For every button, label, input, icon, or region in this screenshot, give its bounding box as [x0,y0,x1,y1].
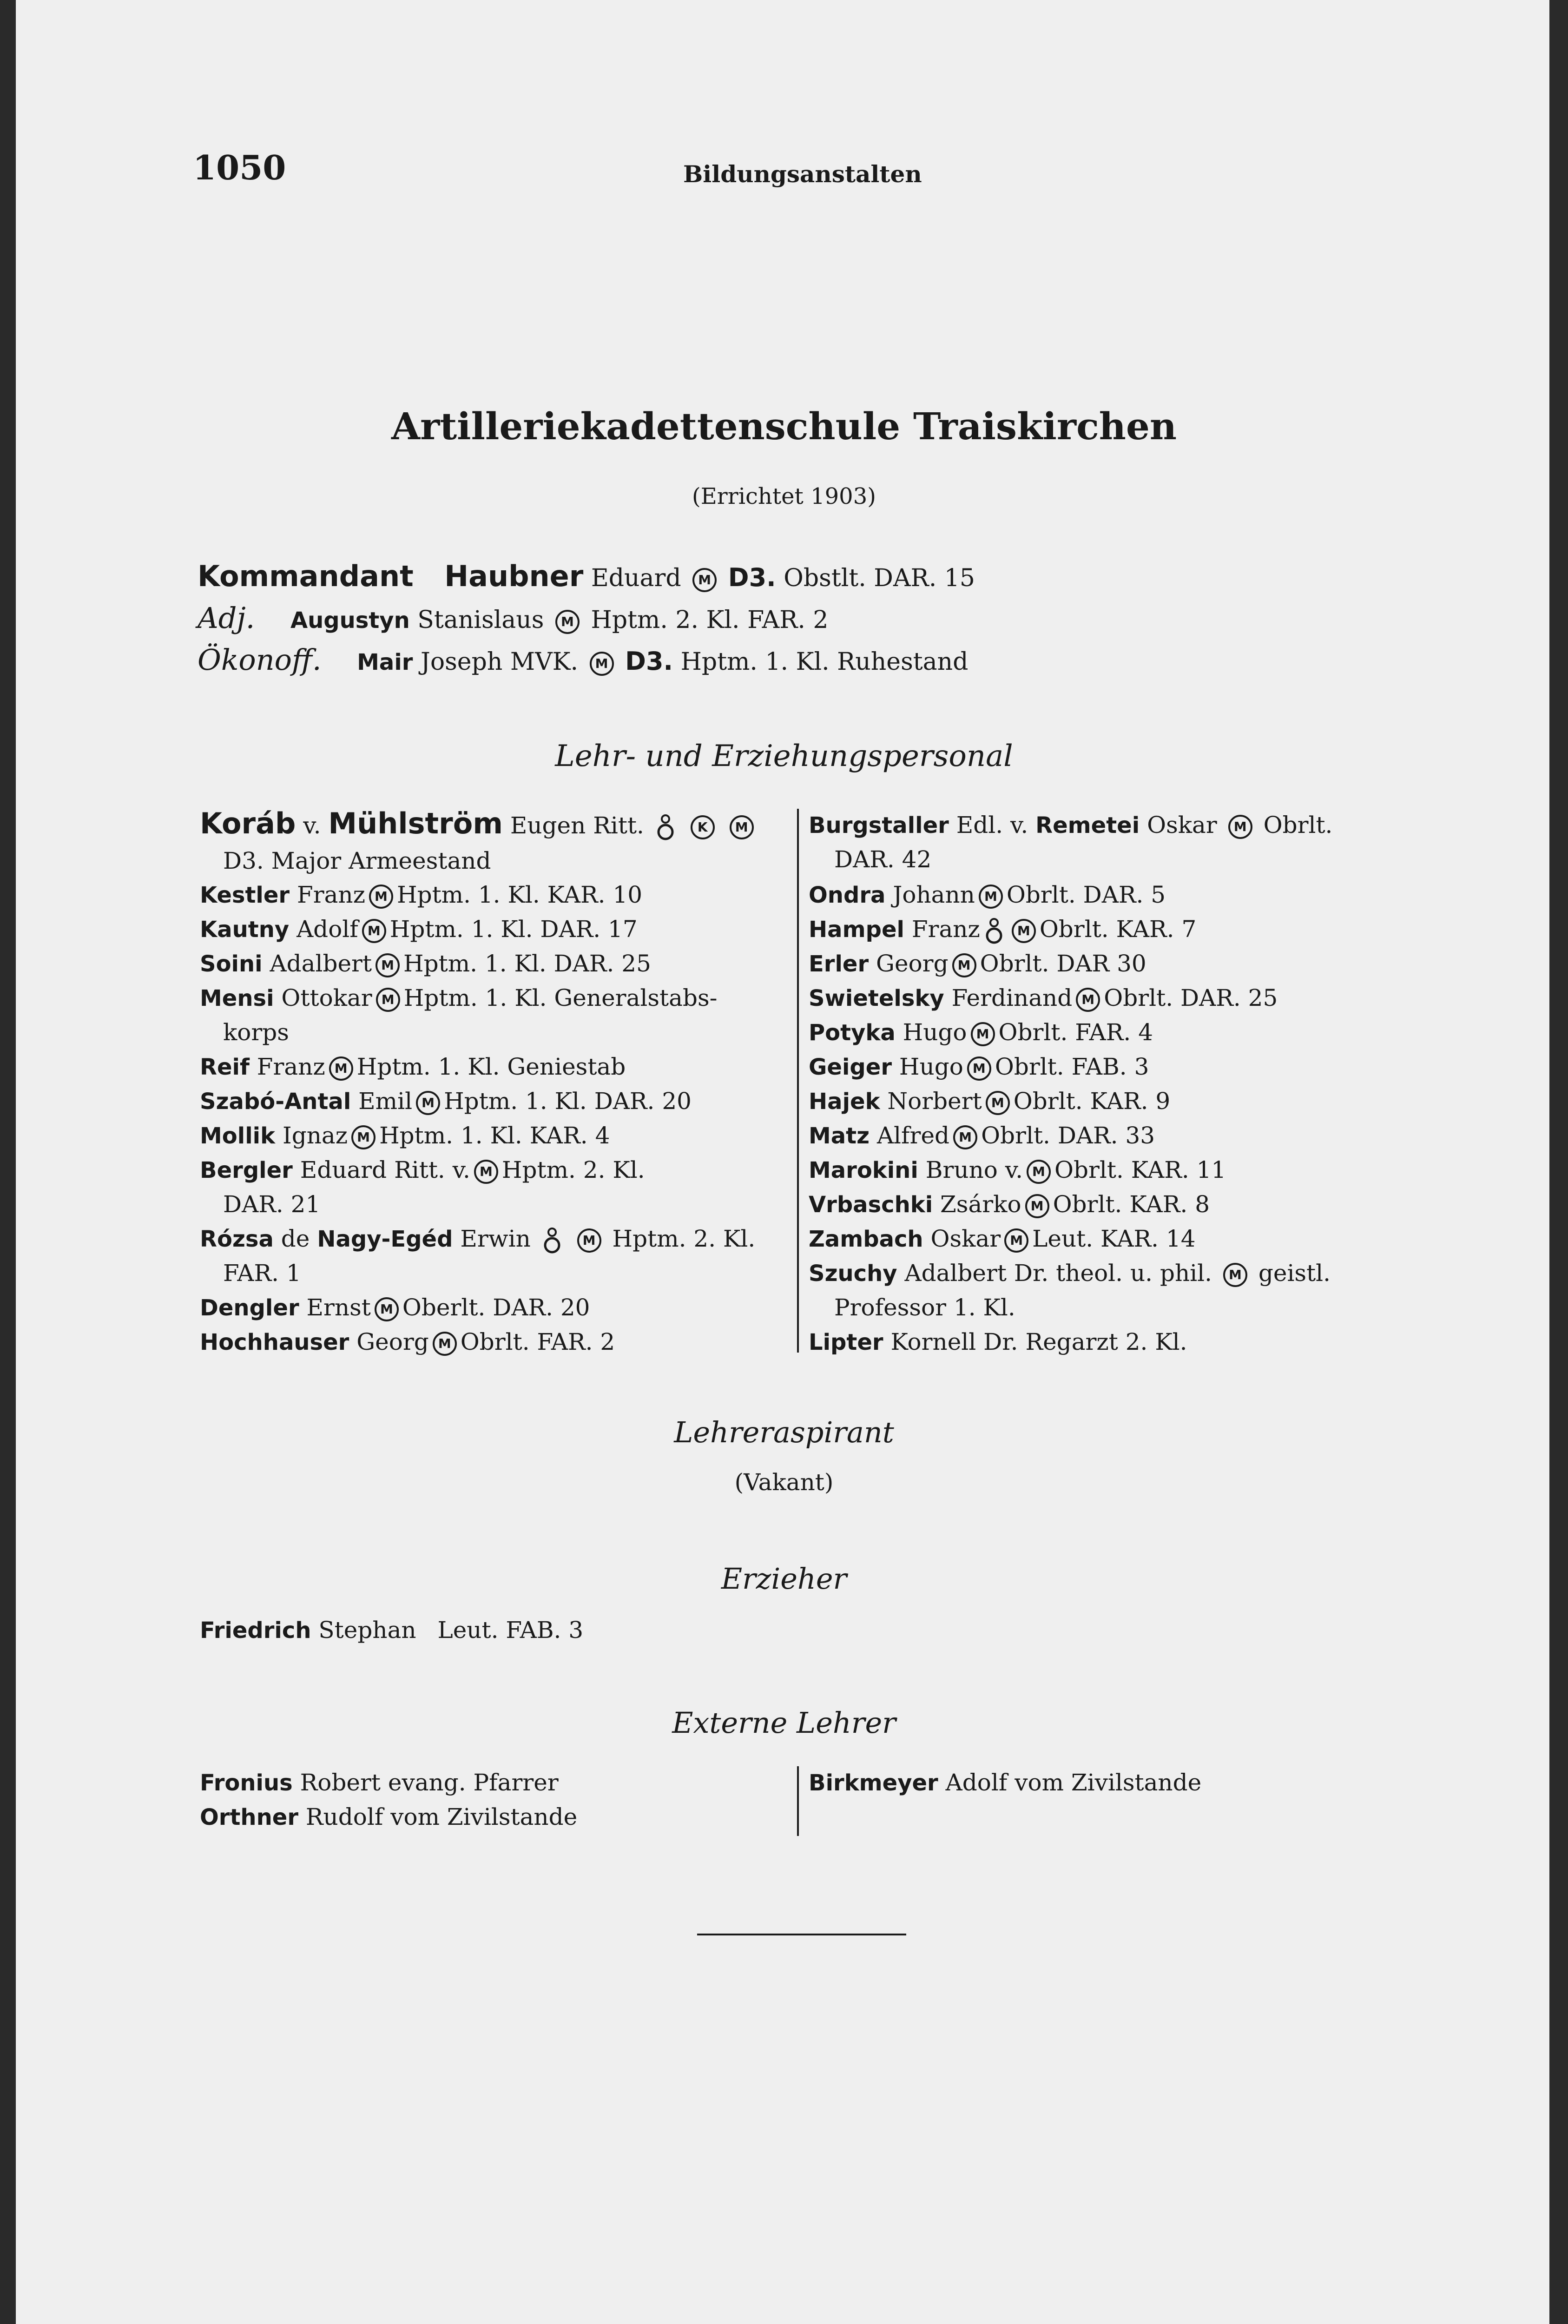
rank: Leut. KAR. 14 [1032,1225,1196,1252]
section-heading-aspirant: Lehreraspirant [674,1415,894,1449]
first-name: Georg [356,1328,429,1355]
merit-badge-icon: M [952,953,976,977]
first-name: Norbert [887,1088,982,1115]
rank: Obrlt. KAR. 8 [1053,1191,1210,1218]
educator-entry [200,1613,785,1648]
staff-entry [200,1118,785,1153]
rank: Hptm. 1. Kl. Geniestab [356,1053,626,1080]
staff-entry-cont: DAR. 21 [223,1191,321,1218]
merit-badge-icon: M [555,610,580,634]
staff-entry-korab [200,806,785,843]
person-name: Marokini [809,1157,918,1183]
rank: Obrlt. KAR. 7 [1039,916,1197,943]
first-name: Ottokar [281,984,372,1011]
staff-entry [809,1153,1413,1188]
rank: Obrlt. DAR 30 [980,950,1146,977]
person-name: Koráb [200,806,296,840]
person-name: Mair [357,649,413,675]
leadership-row-commandant [198,558,975,597]
section-heading-external: Externe Lehrer [672,1706,896,1740]
person-name-2: Nagy-Egéd [317,1226,453,1252]
details: Rudolf vom Zivilstande [305,1803,578,1830]
person-name: Erler [809,951,869,977]
staff-entry [200,1084,785,1119]
staff-entry-szuchy [809,1256,1413,1291]
first-name: Kornell Dr. Regarzt 2. Kl. [890,1328,1187,1355]
particle: v. [303,812,321,839]
staff-entry-lipter [809,1325,1413,1360]
first-name: Zsárko [940,1191,1021,1218]
staff-entry [200,946,785,981]
first-name: Eugen Ritt. [510,812,644,839]
section-heading-staff: Lehr- und Erziehungspersonal [555,739,1013,773]
rank: Hptm. 2. Kl. [501,1156,645,1183]
rank: Hptm. 1. Kl. KAR. 10 [396,881,643,908]
person-name: Hampel [809,917,904,943]
staff-entry [200,912,785,947]
rank: Oberlt. DAR. 20 [402,1294,590,1321]
merit-badge-icon: M [1223,1263,1247,1287]
person-name: Swietelsky [809,985,944,1011]
section-heading-educator: Erzieher [721,1562,847,1596]
closing-rule [697,1934,906,1935]
leadership-row-oekonom [198,641,968,681]
staff-entry [809,1050,1413,1084]
order-cross-icon [656,813,675,841]
person-name: Bergler [200,1157,293,1183]
first-name: Adalbert [270,950,372,977]
details: Adolf vom Zivilstande [945,1769,1202,1796]
staff-entry [809,1187,1413,1222]
merit-badge-icon: M [1076,988,1100,1012]
staff-entry [200,878,785,912]
rank: Obrlt. FAR. 2 [460,1328,615,1355]
k-badge-icon: K [691,815,715,839]
merit-badge-icon: M [730,815,754,839]
merit-badge-icon: M [329,1056,353,1081]
merit-badge-icon: M [376,953,400,977]
person-name: Geiger [809,1054,892,1080]
staff-entry [809,1118,1413,1153]
merit-badge-icon: M [1025,1194,1049,1218]
rank: Obrlt. DAR. 5 [1006,881,1166,908]
merit-badge-icon: M [362,919,386,943]
rank: Obrlt. FAR. 4 [998,1019,1153,1046]
role-label: Kommandant [198,559,414,593]
person-name: Hajek [809,1089,880,1115]
staff-entry-szuchy-cont: Professor 1. Kl. [834,1294,1015,1321]
rank: Hptm. 2. Kl. FAR. 2 [591,606,829,634]
rank: Hptm. 1. Kl. DAR. 17 [389,916,638,943]
first-name: Ignaz [282,1122,348,1149]
leadership-row-adjutant [198,600,829,639]
decoration: D3. [625,647,673,676]
first-name: Emil [358,1088,413,1115]
staff-entry [809,1015,1413,1050]
merit-badge-icon: M [1228,815,1252,839]
merit-badge-icon: M [979,885,1003,909]
rank: Hptm. 1. Kl. DAR. 25 [403,950,651,977]
merit-badge-icon: M [375,1297,399,1321]
decoration: D3. [728,563,776,592]
person-name: Orthner [200,1804,298,1830]
staff-entry [200,1153,785,1188]
rank: Obrlt. DAR. 25 [1104,984,1278,1011]
first-name: Ernst [306,1294,371,1321]
merit-badge-icon: M [1004,1228,1028,1253]
person-name: Haubner [444,559,584,593]
person-name: Rózsa [200,1226,274,1252]
person-name: Birkmeyer [809,1770,938,1796]
staff-entry-burgstaller [809,808,1413,843]
person-name: Szuchy [809,1261,897,1287]
page-subtitle: (Errichtet 1903) [692,483,876,509]
merit-badge-icon: M [971,1022,995,1046]
first-name: Oskar [1147,812,1217,838]
first-name: Stephan [318,1617,416,1644]
first-name: Franz [911,916,980,943]
running-title: Bildungsanstalten [683,160,922,188]
staff-entry-korab-cont: D3. Major Armeestand [223,847,491,874]
aspirant-value: (Vakant) [734,1469,834,1496]
first-name: Stanislaus [417,606,544,634]
page-title: Artilleriekadettenschule Traiskirchen [391,404,1177,448]
details: Robert evang. Pfarrer [300,1769,559,1796]
merit-badge-icon: M [1012,919,1036,943]
first-name: Adolf [296,916,358,943]
person-name: Augustyn [290,607,410,634]
rank: Leut. FAB. 3 [437,1617,584,1644]
merit-badge-icon: M [376,988,400,1012]
merit-badge-icon: M [577,1228,601,1253]
particle: de [281,1225,310,1252]
staff-entry [809,878,1413,912]
external-entry [809,1765,1413,1800]
merit-badge-icon: M [590,652,614,676]
page-number: 1050 [193,148,286,187]
merit-badge-icon: M [433,1332,457,1356]
person-name: Friedrich [200,1618,311,1644]
person-name: Soini [200,951,263,977]
merit-badge-icon: M [1027,1160,1051,1184]
staff-entry [200,1325,785,1360]
staff-entry [809,1084,1413,1119]
person-name: Fronius [200,1770,293,1796]
first-name: Franz [297,881,365,908]
rank: Obrlt. KAR. 11 [1054,1156,1226,1183]
person-name-2: Mühlström [328,806,503,840]
first-name: Eduard [591,564,681,592]
merit-badge-icon: M [369,885,393,909]
staff-entry [200,1290,785,1325]
person-name: Kestler [200,882,290,908]
rank: Obstlt. DAR. 15 [784,564,975,592]
rank: Hptm. 1. Kl. Ruhestand [680,648,968,676]
first-name: Johann [893,881,975,908]
staff-entry-cont: korps [223,1019,289,1046]
person-name: Vrbaschki [809,1192,933,1218]
left-scan-edge [0,0,16,2324]
person-name: Mollik [200,1123,276,1149]
rank: Hptm. 2. Kl. [612,1225,756,1252]
staff-entry [809,981,1413,1016]
first-name: Joseph MVK. [420,648,579,676]
right-scan-edge [1549,0,1568,2324]
merit-badge-icon: M [967,1056,991,1081]
rank: geistl. [1258,1260,1331,1287]
merit-badge-icon: M [474,1160,498,1184]
first-name: Erwin [460,1225,531,1252]
external-divider [797,1766,799,1836]
first-name: Ferdinand [951,984,1073,1011]
person-name-2: Remetei [1035,812,1140,838]
staff-entry-rozsa [200,1221,785,1256]
staff-entry [809,912,1413,947]
external-entry [200,1800,785,1835]
merit-badge-icon: M [986,1091,1010,1115]
first-name: Franz [257,1053,325,1080]
first-name: Hugo [899,1053,963,1080]
staff-entry-burgstaller-cont: DAR. 42 [834,846,932,873]
order-cross-icon [985,917,1003,945]
merit-badge-icon: M [953,1125,977,1149]
staff-entry [809,946,1413,981]
order-cross-icon [543,1227,561,1254]
rank: Hptm. 1. Kl. KAR. 4 [379,1122,610,1149]
first-name: Oskar [930,1225,1001,1252]
external-entry [200,1765,785,1800]
person-name: Dengler [200,1295,299,1321]
person-name: Potyka [809,1020,896,1046]
person-name: Szabó-Antal [200,1089,351,1115]
first-name: Georg [876,950,949,977]
person-name: Hochhauser [200,1329,349,1355]
first-name: Bruno v. [925,1156,1023,1183]
first-name: Adalbert Dr. theol. u. phil. [904,1260,1212,1287]
person-name: Mensi [200,985,274,1011]
person-name: Ondra [809,882,886,908]
staff-entry [200,981,785,1016]
rank: Obrlt. DAR. 33 [981,1122,1155,1149]
rank: Obrlt. [1263,812,1333,838]
merit-badge-icon: M [692,568,717,592]
role-label: Adj. [198,601,255,635]
first-name: Alfred [876,1122,950,1149]
person-name: Lipter [809,1329,883,1355]
particle: Edl. v. [956,812,1028,838]
role-label: Ökonoff. [198,643,322,677]
rank: Hptm. 1. Kl. Generalstabs- [403,984,718,1011]
person-name: Kautny [200,917,290,943]
person-name: Reif [200,1054,250,1080]
staff-entry [200,1050,785,1084]
first-name: Hugo [903,1019,967,1046]
rank: Obrlt. KAR. 9 [1013,1088,1171,1115]
merit-badge-icon: M [351,1125,376,1149]
first-name: Eduard Ritt. v. [300,1156,470,1183]
rank: Hptm. 1. Kl. DAR. 20 [444,1088,692,1115]
merit-badge-icon: M [416,1091,440,1115]
person-name: Burgstaller [809,812,949,838]
staff-entry [809,1221,1413,1256]
person-name: Matz [809,1123,870,1149]
person-name: Zambach [809,1226,923,1252]
rank: Obrlt. FAB. 3 [995,1053,1149,1080]
staff-entry-rozsa-cont: FAR. 1 [223,1260,301,1287]
